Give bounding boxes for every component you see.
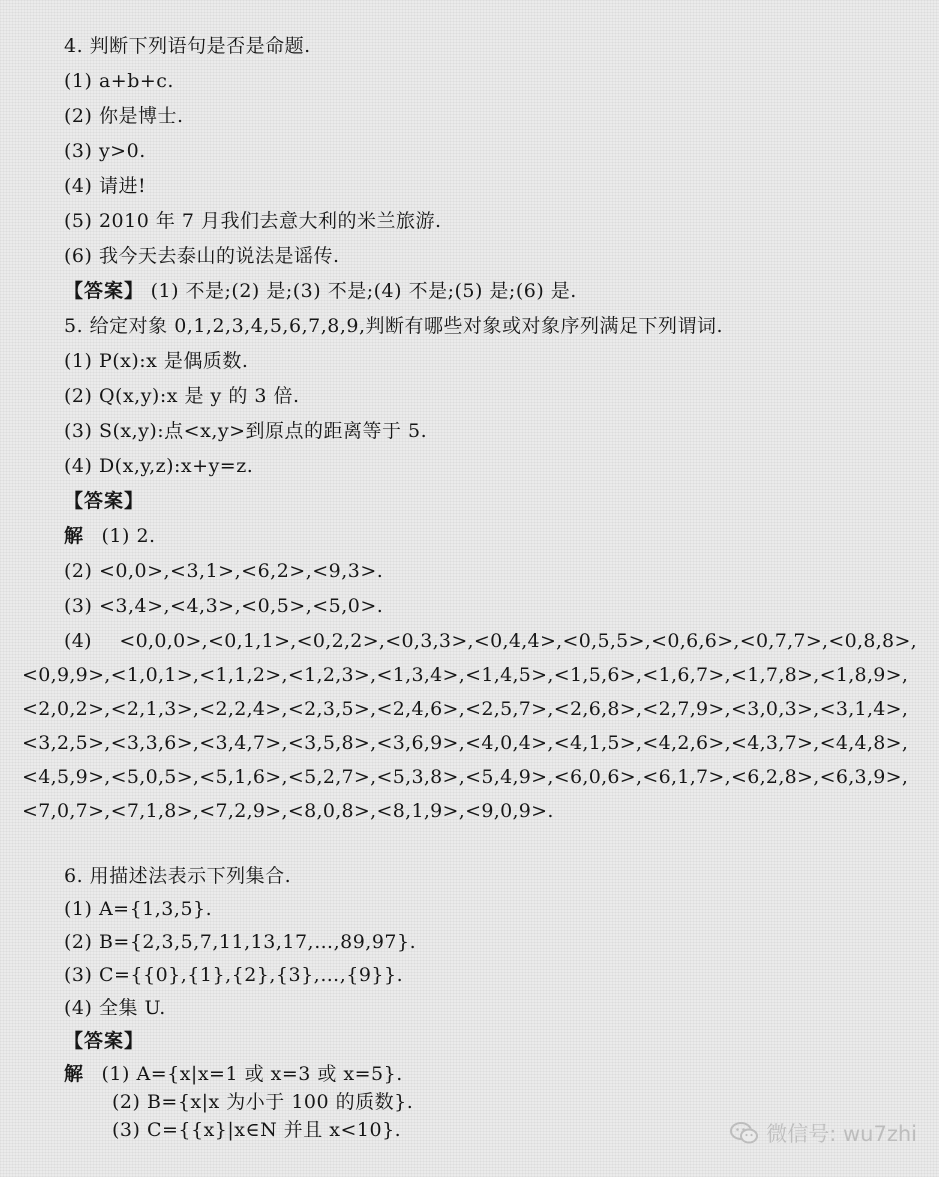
q6-title: 6. 用描述法表示下列集合. [64, 865, 292, 887]
q5-answer-label [64, 489, 144, 513]
q6-solution-3: (3) C={{x}|x∈N 并且 x<10}. [112, 1119, 402, 1141]
q6-item-2: (2) B={2,3,5,7,11,13,17,…,89,97}. [64, 931, 417, 953]
wechat-watermark [730, 1118, 917, 1148]
q4-item-6: (6) 我今天去泰山的说法是谣传. [64, 245, 340, 267]
q4-answer [64, 279, 577, 303]
q6-solution-1 [64, 1062, 403, 1086]
q5-item-1: (1) P(x):x 是偶质数. [64, 350, 249, 372]
q4-item-5: (5) 2010 年 7 月我们去意大利的米兰旅游. [64, 210, 442, 232]
q6-solution-label: 解 [64, 1063, 84, 1085]
q4-item-1: (1) a+b+c. [64, 70, 174, 92]
q5-solution-label: 解 [64, 525, 84, 547]
q4-answer-text: (1) 不是;(2) 是;(3) 不是;(4) 不是;(5) 是;(6) 是. [150, 280, 577, 302]
q6-answer-label [64, 1029, 144, 1053]
q5-item-2: (2) Q(x,y):x 是 y 的 3 倍. [64, 385, 300, 407]
wechat-icon [730, 1121, 758, 1145]
q5-answer-label-text: 【答案】 [64, 490, 145, 512]
q4-item-3: (3) y>0. [64, 140, 146, 162]
q6-item-3: (3) C={{0},{1},{2},{3},…,{9}}. [64, 964, 404, 986]
q6-answer-label-text: 【答案】 [64, 1030, 145, 1052]
q5-solution-3: (3) <3,4>,<4,3>,<0,5>,<5,0>. [64, 595, 384, 617]
q6-item-4: (4) 全集 U. [64, 997, 166, 1019]
q6-item-1: (1) A={1,3,5}. [64, 898, 213, 920]
q6-solution-2: (2) B={x|x 为小于 100 的质数}. [112, 1091, 414, 1113]
q5-solution-1-text: (1) 2. [101, 525, 156, 547]
q5-title: 5. 给定对象 0,1,2,3,4,5,6,7,8,9,判断有哪些对象或对象序列满足下列谓词. [64, 315, 724, 337]
q5-item-4: (4) D(x,y,z):x+y=z. [64, 455, 254, 477]
watermark-text: 微信号: wu7zhi [766, 1122, 917, 1146]
q5-solution-2: (2) <0,0>,<3,1>,<6,2>,<9,3>. [64, 560, 384, 582]
q5-solution-4: (4) <0,0,0>,<0,1,1>,<0,2,2>,<0,3,3>,<0,4,4>,<0,5,5>,<0,6,6>,<0,7,7>,<0,8,8>,<0,9,9>,<1,0,1>,<1,1,2>,<1,2,3>,<1,3,4>,<1,4,5>,<1,5,6>,<1,6,7>,<1,7,8>,<1,8,9>,<2,0,2>,<2,1,3>,<2,2,4>,<2,3,5>,<2,4,6>,<2,5,7>,<2,6,8>,<2,7,9>,<3,0,3>,<3,1,4>,<3,2,5>,<3,3,6>,<3,4,7>,<3,5,8>,<3,6,9>,<4,0,4>,<4,1,5>,<4,2,6>,<4,3,7>,<4,4,8>,<4,5,9>,<5,0,5>,<5,1,6>,<5,2,7>,<5,3,8>,<5,4,9>,<6,0,6>,<6,1,7>,<6,2,8>,<6,3,9>,<7,0,7>,<7,1,8>,<7,2,9>,<8,0,8>,<8,1,9>,<9,0,9>. [22, 630, 917, 822]
q4-item-4: (4) 请进! [64, 175, 147, 197]
q5-item-3: (3) S(x,y):点<x,y>到原点的距离等于 5. [64, 420, 428, 442]
q4-answer-label: 【答案】 [64, 280, 145, 302]
q5-solution-1 [64, 524, 156, 548]
q4-title: 4. 判断下列语句是否是命题. [64, 35, 311, 57]
q6-solution-1-text: (1) A={x|x=1 或 x=3 或 x=5}. [101, 1063, 403, 1085]
q4-item-2: (2) 你是博士. [64, 105, 184, 127]
